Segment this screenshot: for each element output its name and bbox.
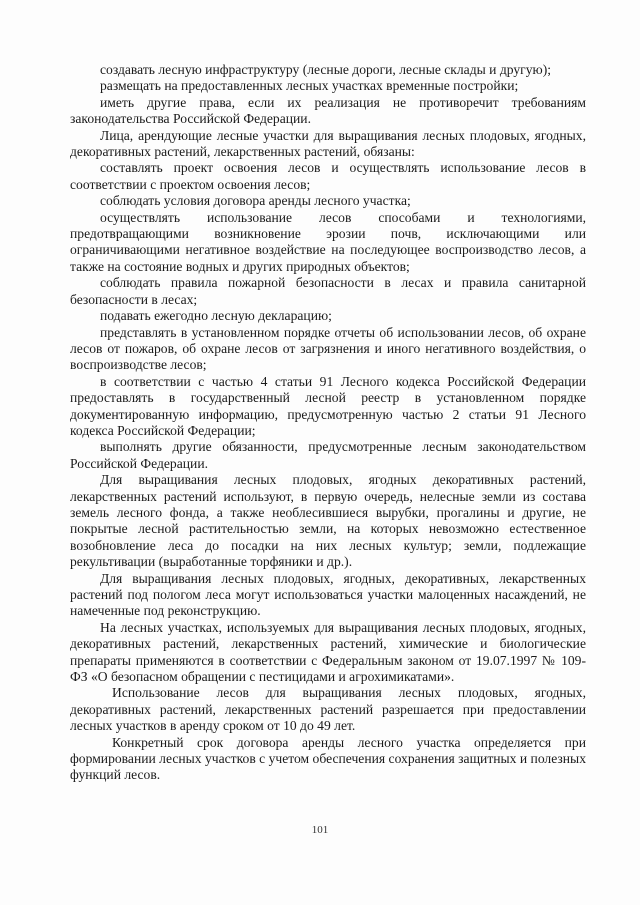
paragraph: представлять в установленном порядке отчеты об использовании лесов, об охране лесов от пожаров, об охране лесов от загрязнения и иного негативного воздействия, о воспроизводстве лесов;: [70, 324, 586, 373]
paragraph: создавать лесную инфраструктуру (лесные дороги, лесные склады и другую);: [100, 62, 551, 77]
paragraph: Для выращивания лесных плодовых, ягодных декоративных растений, лекарственных растений используют, в первую очередь, нелесные земли из состава земель лесного фонда, а также необлесившиеся вырубки, прогалины и другие, не покрытые лесной растительностью земли, на которых невозможно естественное возобновление леса до посадки на них лесных культур; земли, подлежащие рекультивации (выработанные торфяники и др.).: [70, 472, 586, 570]
paragraph: выполнять другие обязанности, предусмотренные лесным законодательством Российской Федерации.: [70, 439, 586, 471]
paragraph: в соответствии с частью 4 статьи 91 Лесного кодекса Российской Федерации предоставлять в государственный лесной реестр в установленном порядке документированную информацию, предусмотренную частью 2 статьи 91 Лесного кодекса Российской Федерации;: [70, 373, 586, 438]
page-number: 101: [311, 824, 329, 836]
paragraph: Конкретный срок договора аренды лесного участка определяется при формировании лесных участков с учетом обеспечения сохранения защитных и полезных функций лесов.: [70, 734, 586, 783]
document-body: [70, 62, 586, 784]
paragraph: соблюдать условия договора аренды лесного участка;: [100, 193, 411, 209]
paragraph: Лица, арендующие лесные участки для выращивания лесных плодовых, ягодных, декоративных растений, лекарственных растений, обязаны:: [70, 127, 586, 160]
paragraph: Для выращивания лесных плодовых, ягодных, декоративных, лекарственных растений под пологом леса могут использоваться участки малоценных насаждений, не намеченные под реконструкцию.: [70, 570, 586, 619]
paragraph: На лесных участках, используемых для выращивания лесных плодовых, ягодных, декоративных растений, лекарственных растений, химические и биологические препараты применяются в соответствии с Федеральным законом от 19.07.1997 № 109-ФЗ «О безопасном обращении с пестицидами и агрохимикатами».: [70, 619, 586, 685]
paragraph: иметь другие права, если их реализация не противоречит требованиям законодательства Российской Федерации.: [70, 94, 586, 127]
paragraph: составлять проект освоения лесов и осуществлять использование лесов в соответствии с проектом освоения лесов;: [70, 160, 586, 192]
paragraph: подавать ежегодно лесную декларацию;: [100, 308, 332, 324]
paragraph: соблюдать правила пожарной безопасности в лесах и правила санитарной безопасности в лесах;: [70, 275, 586, 307]
paragraph: размещать на предоставленных лесных участках временные постройки;: [100, 78, 519, 94]
paragraph: Использование лесов для выращивания лесных плодовых, ягодных, декоративных растений, лекарственных растений разрешается при предоставлении лесных участков в аренду сроком от 10 до 49 лет.: [70, 685, 586, 734]
paragraph: осуществлять использование лесов способами и технологиями, предотвращающими возникновение эрозии почв, исключающими или ограничивающими негативное воздействие на последующее воспроизводство лесов, а также на состояние водных и других природных объектов;: [70, 209, 586, 274]
